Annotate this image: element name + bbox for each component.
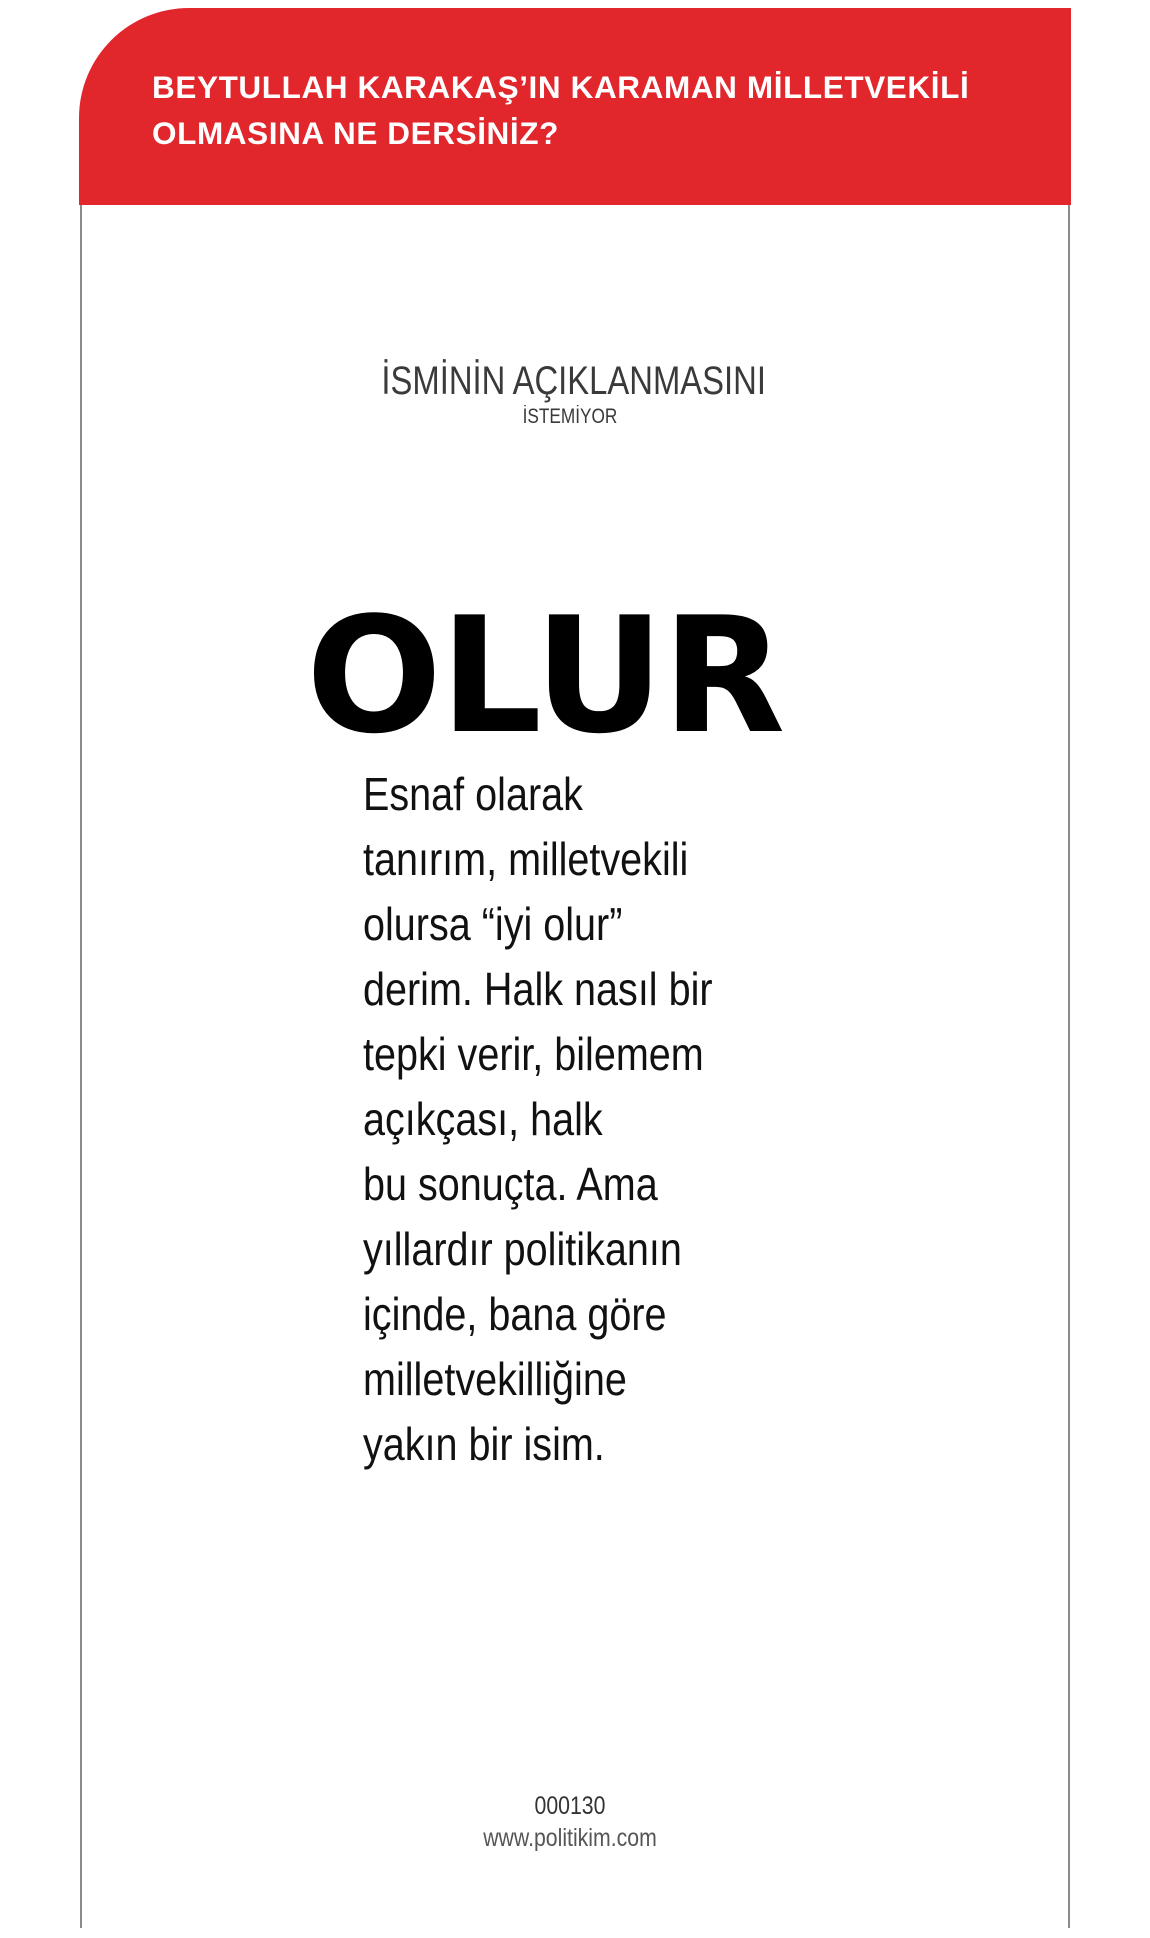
- quote-line: olursa “iyi olur”: [363, 898, 623, 950]
- question-header: [79, 8, 1071, 205]
- quote-line: milletvekilliğine: [363, 1353, 627, 1405]
- card-border-left: [80, 205, 82, 1928]
- quote-line: tepki verir, bilemem: [363, 1028, 704, 1080]
- respondent-line-1: İSMİNİN AÇIKLANMASINI: [381, 359, 766, 403]
- quote-line: içinde, bana göre: [363, 1288, 667, 1340]
- quote-line: yakın bir isim.: [363, 1418, 605, 1470]
- quote-line: Esnaf olarak: [363, 768, 583, 820]
- document-code: 000130: [534, 1792, 606, 1820]
- question-title: [152, 64, 1031, 156]
- respondent-label: [340, 357, 800, 429]
- question-title-line-2: OLMASINA NE DERSİNİZ?: [152, 115, 559, 151]
- question-title-line-1: BEYTULLAH KARAKAŞ’IN KARAMAN MİLLETVEKİLİ: [152, 69, 970, 105]
- quote-line: açıkçası, halk: [363, 1093, 603, 1145]
- card-border-right: [1068, 205, 1070, 1928]
- answer-verdict: OLUR: [306, 582, 784, 769]
- page-footer: [340, 1790, 800, 1854]
- answer-quote: [363, 762, 724, 1477]
- quote-line: bu sonuçta. Ama: [363, 1158, 658, 1210]
- quote-line: tanırım, milletvekili: [363, 833, 689, 885]
- respondent-line-2: İSTEMİYOR: [522, 405, 618, 428]
- quote-line: derim. Halk nasıl bir: [363, 963, 713, 1015]
- quote-line: yıllardır politikanın: [363, 1223, 682, 1275]
- website-url: www.politikim.com: [483, 1824, 657, 1852]
